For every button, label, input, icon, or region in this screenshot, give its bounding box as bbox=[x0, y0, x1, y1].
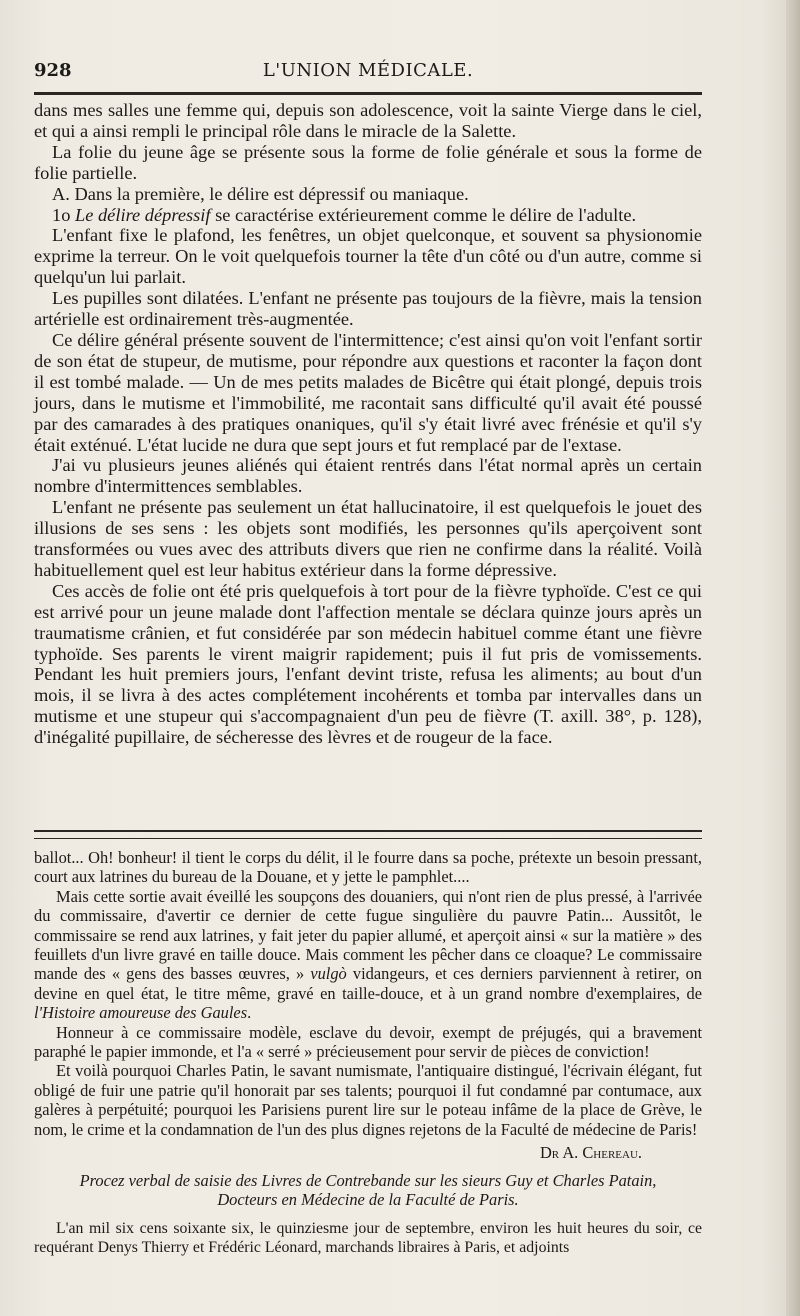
paragraph-item-1 bbox=[34, 205, 702, 226]
paragraph: La folie du jeune âge se présente sous la forme de folie générale et sous la forme de folie partielle. bbox=[34, 141, 702, 183]
paragraph: L'enfant ne présente pas seulement un état hallucinatoire, il est quelquefois le jouet des illusions de ses sens : les objets sont modifiés, les personnes qu'ils aperçoivent sont transformées ou vues avec des attributs divers que rien ne confirme dans la réalité. Voilà habituellement quel est leur habitus extérieur dans la forme dépressive. bbox=[34, 497, 702, 580]
feuilleton-divider bbox=[34, 830, 702, 839]
book-title: l'Histoire amoureuse des Gaules bbox=[34, 1003, 248, 1023]
page-number: 928 bbox=[34, 60, 72, 81]
author-signature: Dr A. Chereau. bbox=[539, 1143, 642, 1163]
proces-verbal-text: L'an mil six cens soixante six, le quinziesme jour de septembre, environ les huit heures du soir, ce requérant Denys Thierry et Frédéric Léonard, marchands libraires à Paris, et adjoints bbox=[34, 1219, 702, 1256]
paragraph: Ce délire général présente souvent de l'intermittence; c'est ainsi qu'on voit l'enfant sortir de son état de stupeur, de mutisme, pour répondre aux questions et raconter la façon dont il est tombé malade. — Un de mes petits malades de Bicêtre qui était plongé, depuis trois jours, dans le mutisme et l'immobilité, me racontait sans difficulté qu'il avait été poussé par des camarades à des pratiques onaniques, qu'il s'y était livré avec frénésie et qu'il s'y était exténué. L'état lucide ne dura que sept jours et fut remplacé par de l'extase. bbox=[34, 329, 702, 455]
feuilleton-paragraph: ballot... Oh! bonheur! il tient le corps du délit, il le fourre dans sa poche, prétexte un besoin pressant, court aux latrines du bureau de la Douane, et y jette le pamphlet.... bbox=[34, 848, 702, 887]
paragraph: L'enfant fixe le plafond, les fenêtres, un objet quelconque, et souvent sa physionomie exprime la terreur. On le voit quelquefois tourner la tête d'un côté ou d'un autre, comme si quelqu'un lui parlait. bbox=[34, 225, 702, 288]
feuilleton-text: vidangeurs, et ces derniers parviennent à retirer, on devine en quel état, le titre même, gravé en taille-douce, et à un grand nombre d'exemplaires, de bbox=[34, 964, 702, 1003]
proces-title-line-1: Procez verbal de saisie des Livres de Contrebande sur les sieurs Guy et Charles Patain, bbox=[79, 1170, 657, 1190]
item-text: se caractérise extérieurement comme le délire de l'adulte. bbox=[215, 204, 637, 225]
feuilleton-text: Mais cette sortie avait éveillé les soupçons des douaniers, qui n'ont rien de plus pressé, à l'arrivée du commissaire, d'avertir ce dernier de cette fugue singulière du pauvre Patin... Aussitôt, le commissaire se rend aux latrines, y fait jeter du papier allumé, et aperçoit ainsi « sur la matière » des feuillets d'un livre gravé en taille douce. Mais comment les pêcher dans ce cloaque? Le commissaire mande des « gens des basses œuvres, » bbox=[34, 886, 702, 984]
header-rule bbox=[34, 92, 702, 95]
running-header bbox=[34, 58, 702, 88]
item-number: 1o bbox=[52, 204, 71, 225]
paragraph: Ces accès de folie ont été pris quelquefois à tort pour de la fièvre typhoïde. C'est ce qui est arrivé pour un jeune malade dont l'affection mentale se déclara quinze jours après un traumatisme crânien, et fut considérée par son médecin habituel comme étant une fièvre typhoïde. Ses parents le virent maigrir rapidement; puis il fut pris de vomissements. Pendant les huit premiers jours, l'enfant devint triste, refusa les aliments; au bout d'un mois, il se livra à des actes complétement incohérents et tomba par intervalles dans un mutisme et une stupeur qui s'accompagnaient d'un peu de fièvre (T. axill. 38°, p. 128), d'inégalité pupillaire, de sécheresse des lèvres et de rougeur de la face. bbox=[34, 580, 702, 748]
feuilleton-paragraph: Et voilà pourquoi Charles Patin, le savant numismate, l'antiquaire distingué, l'écrivain élégant, fut obligé de fuir une patrie qu'il honorait par ses talents; pourquoi il fut condamné par contumace, aux galères à perpétuité; pourquoi les Parisiens purent lire sur le poteau infâme de la place de Grève, le nom, le crime et la condamnation de l'un des plus dignes rejetons de la Faculté de médecine de Paris! bbox=[34, 1061, 702, 1139]
proces-title-line-2: Docteurs en Médecine de la Faculté de Paris. bbox=[217, 1189, 519, 1209]
main-article bbox=[34, 100, 702, 748]
item-heading: Le délire dépressif bbox=[75, 204, 211, 225]
paragraph: J'ai vu plusieurs jeunes aliénés qui étaient rentrés dans l'état normal après un certain nombre d'intermittences semblables. bbox=[34, 455, 702, 497]
feuilleton-paragraph: Mais cette sortie avait éveillé les soupçons des douaniers, qui n'ont rien de plus pressé, à l'arrivée du commissaire, d'avertir ce dernier de cette fugue singulière du pauvre Patin... Aussitôt, le commissaire se rend aux latrines, y fait jeter du papier allumé, et aperçoit ainsi « sur la matière » des feuillets d'un livre gravé en taille douce. Mais comment les pêcher dans ce cloaque? Le commissaire mande des « gens des basses œuvres, » vulgò vidangeurs, et ces derniers parviennent à retirer, on devine en quel état, le titre même, gravé en taille-douce, et à un grand nombre d'exemplaires, de l'Histoire amoureuse des Gaules. bbox=[34, 886, 702, 1023]
feuilleton-paragraph: Honneur à ce commissaire modèle, esclave du devoir, exempt de préjugés, qui a bravement paraphé le papier immonde, et l'a « serré » précieusement pour servir de pièces de conviction! bbox=[34, 1022, 702, 1062]
italic-term: vulgò bbox=[310, 964, 347, 984]
journal-title: L'UNION MÉDICALE. bbox=[262, 60, 474, 81]
proces-verbal-title bbox=[34, 1171, 702, 1209]
feuilleton bbox=[34, 848, 702, 1257]
paragraph: A. Dans la première, le délire est dépressif ou maniaque. bbox=[52, 183, 469, 204]
paragraph: Les pupilles sont dilatées. L'enfant ne présente pas toujours de la fièvre, mais la tension artérielle est ordinairement très-augmentée. bbox=[34, 288, 702, 330]
paragraph: dans mes salles une femme qui, depuis son adolescence, voit la sainte Vierge dans le ciel, et qui a ainsi rempli le principal rôle dans le miracle de la Salette. bbox=[34, 100, 702, 141]
book-gutter bbox=[786, 0, 800, 1316]
